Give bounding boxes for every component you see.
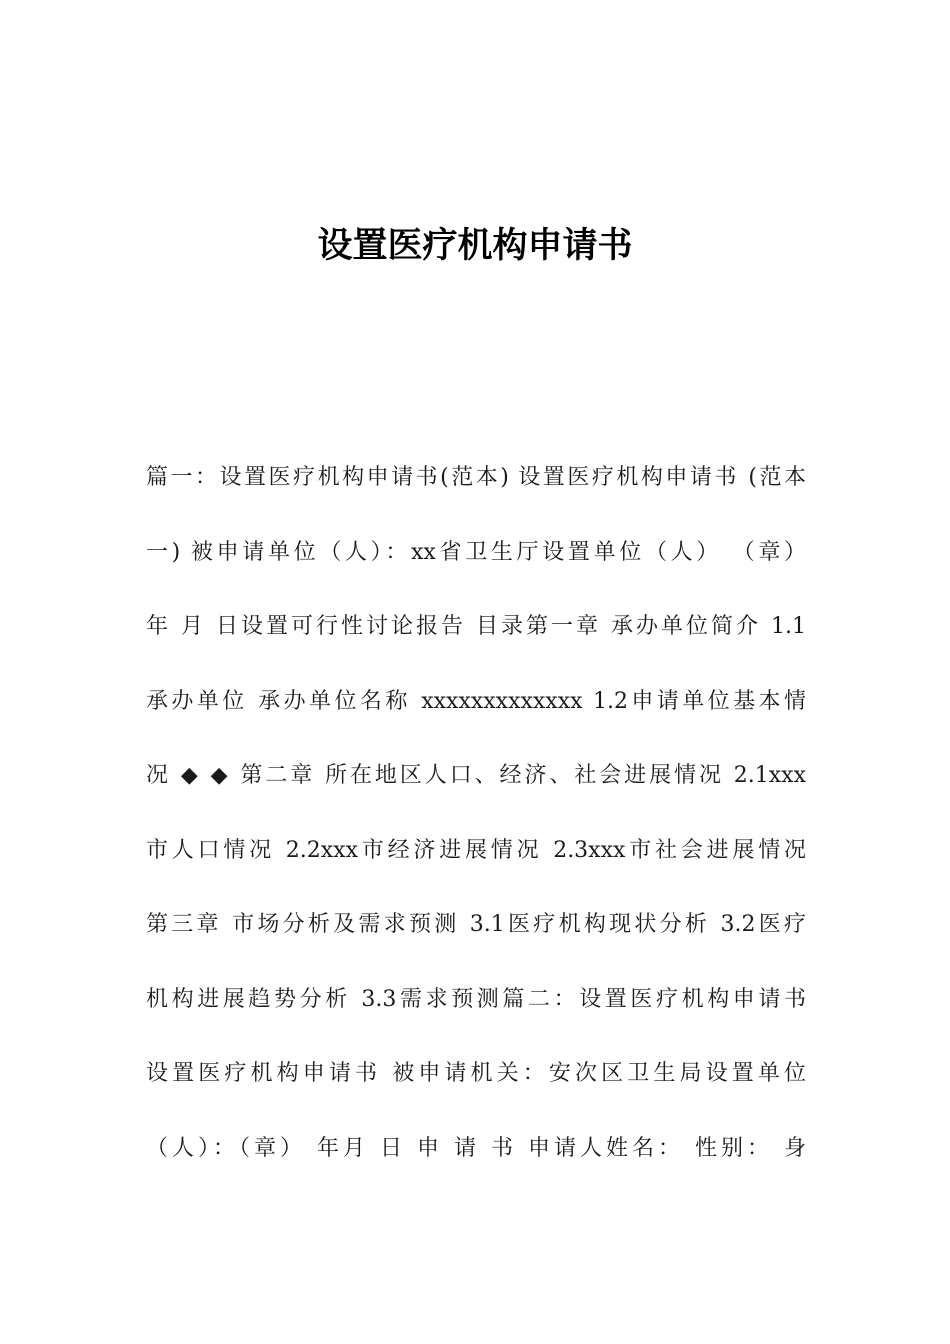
- body-line: 年 月 日设置可行性讨论报告 目录第一章 承办单位简介 1.1: [146, 614, 806, 639]
- body-line: 第三章 市场分析及需求预测 3.1医疗机构现状分析 3.2医疗: [146, 912, 806, 937]
- body-line: 设置医疗机构申请书 被申请机关：安次区卫生局设置单位: [146, 1061, 806, 1086]
- body-line: 一) 被申请单位（人）：xx省卫生厅设置单位（人） （章）: [146, 539, 806, 565]
- body-line: （人）：（章） 年月 日 申 请 书 申请人姓名： 性别： 身: [146, 1135, 806, 1161]
- document-body: [146, 455, 806, 1200]
- body-line: 承办单位 承办单位名称 xxxxxxxxxxxxx 1.2申请单位基本情: [146, 688, 806, 714]
- body-line: 机构进展趋势分析 3.3需求预测篇二：设置医疗机构申请书: [146, 986, 806, 1012]
- body-line: 篇一：设置医疗机构申请书(范本) 设置医疗机构申请书 (范本: [146, 465, 806, 490]
- document-title: 设置医疗机构申请书: [317, 226, 633, 266]
- body-line: 市人口情况 2.2xxx市经济进展情况 2.3xxx市社会进展情况: [146, 837, 806, 863]
- body-line: 况 ◆ ◆ 第二章 所在地区人口、经济、社会进展情况 2.1xxx: [146, 763, 806, 788]
